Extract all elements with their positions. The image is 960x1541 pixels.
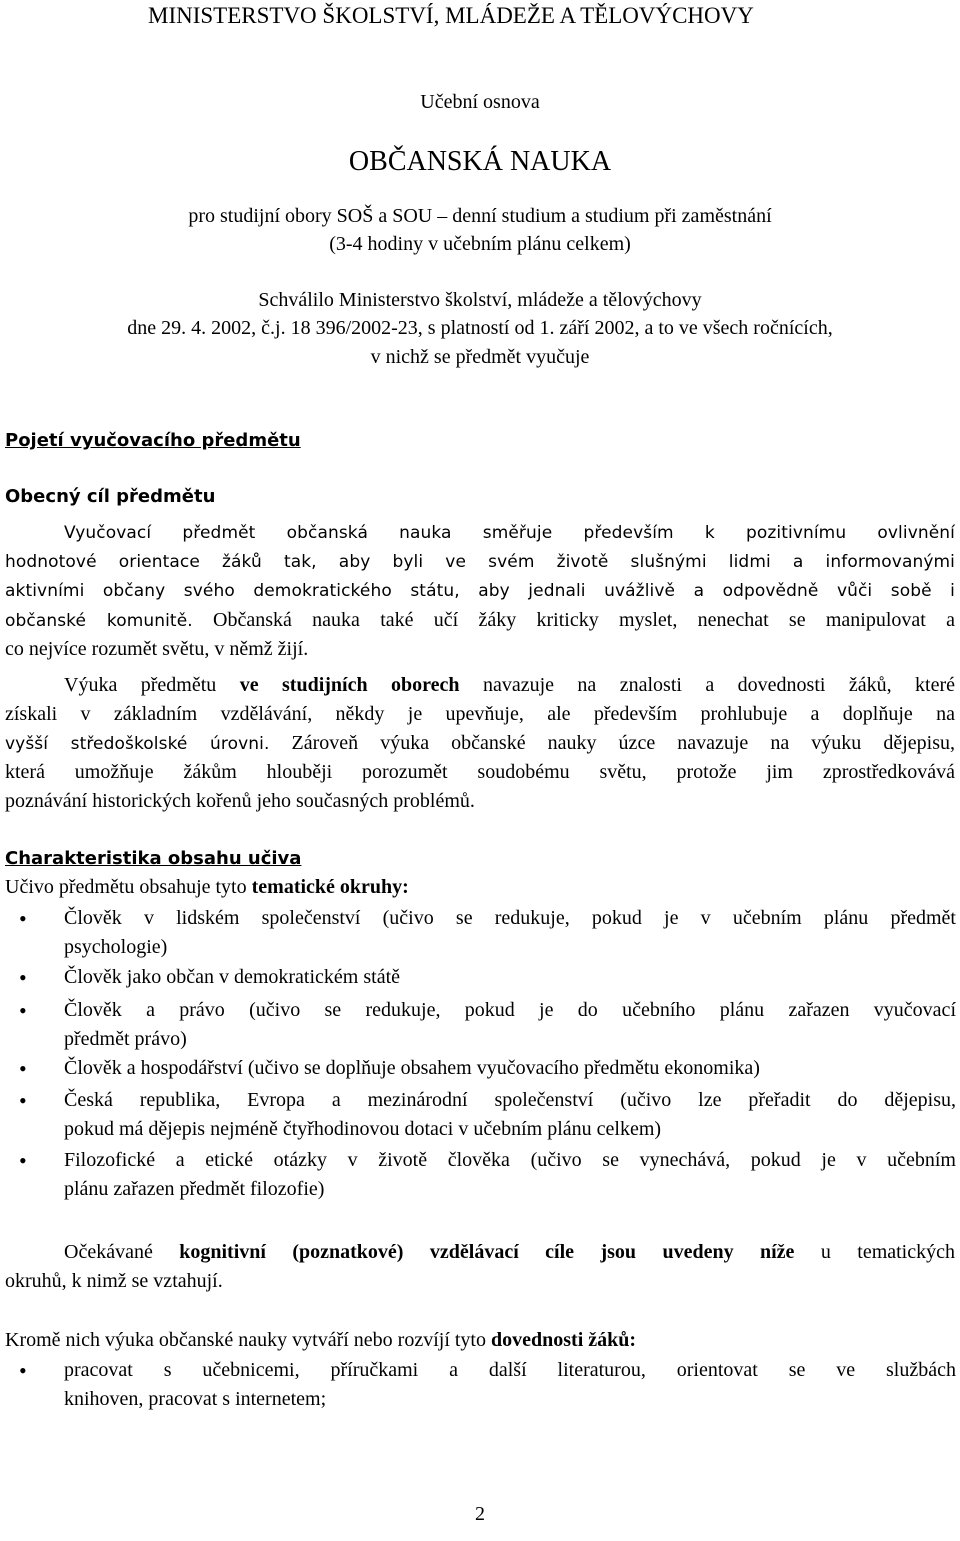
teaching-line-4: která umožňuje žákům hlouběji porozumět soudobému světu, protože jim zprostředkovává — [5, 761, 955, 783]
bullet-icon: • — [19, 906, 27, 931]
section-heading-concept: Pojetí vyučovacího předmětu — [5, 430, 301, 451]
goal-line-2: hodnotové orientace žáků tak, aby byli ve svém životě slušnými lidmi a informovanými — [5, 552, 955, 572]
document-title: OBČANSKÁ NAUKA — [348, 146, 612, 177]
bullet-icon: • — [19, 998, 27, 1023]
teaching-line-3: vyšší středoškolské úrovni. Zároveň výuka občanské nauky úzce navazuje na výuku dějepisu, — [5, 732, 955, 754]
approval-line-2: dne 29. 4. 2002, č.j. 18 396/2002-23, s platností od 1. září 2002, a to ve všech ročnících, — [127, 317, 833, 339]
cognitive-line-1: Očekávané kognitivní (poznatkové) vzdělávací cíle jsou uvedeny níže u tematických — [64, 1241, 955, 1263]
page-number: 2 — [475, 1503, 485, 1525]
goal-paragraph — [5, 519, 955, 664]
topic-item: Česká republika, Evropa a mezinárodní společenství (učivo lze přeřadit do dějepisu, pokud má dějepis nejméně čtyřhodinovou dotaci v učebním plánu celkem) — [64, 1089, 956, 1140]
document-subtitle: Učební osnova — [420, 91, 540, 113]
teaching-line-2: získali v základním vzdělávání, někdy je upevňuje, ale především prohlubuje a doplňuje na — [5, 703, 955, 725]
teaching-paragraph — [5, 671, 955, 816]
bullet-icon: • — [19, 1148, 27, 1173]
cognitive-line-2: okruhů, k nimž se vztahují. — [5, 1270, 223, 1292]
approval-line-3: v nichž se předmět vyučuje — [370, 346, 590, 368]
goal-line-3: aktivními občany svého demokratického státu, aby jednali uvážlivě a odpovědně vůči sobě i — [5, 581, 955, 601]
bullet-icon: • — [19, 1088, 27, 1113]
teaching-line-1: Výuka předmětu ve studijních oborech navazuje na znalosti a dovednosti žáků, které — [64, 674, 955, 696]
goal-heading: Obecný cíl předmětu — [5, 486, 216, 507]
teaching-line-5: poznávání historických kořenů jeho současných problémů. — [5, 790, 475, 812]
skills-intro: Kromě nich výuka občanské nauky vytváří nebo rozvíjí tyto dovednosti žáků: — [5, 1329, 637, 1351]
goal-line-4: občanské komunitě. Občanská nauka také učí žáky kriticky myslet, nenechat se manipulovat a — [5, 609, 955, 631]
cognitive-paragraph — [5, 1238, 955, 1296]
topic-item: Člověk v lidském společenství (učivo se redukuje, pokud je v učebním plánu předmět psychologie) — [64, 907, 956, 958]
ministry-heading: MINISTERSTVO ŠKOLSTVÍ, MLÁDEŽE A TĚLOVÝCHOVY — [148, 3, 754, 28]
approval-line-1: Schválilo Ministerstvo školství, mládeže a tělovýchovy — [258, 289, 702, 311]
scope-line-1: pro studijní obory SOŠ a SOU – denní studium a studium při zaměstnání — [188, 205, 772, 227]
skill-item: pracovat s učebnicemi, příručkami a další literaturou, orientovat se ve službách knihoven, pracovat s internetem; — [64, 1359, 956, 1410]
section-heading-content: Charakteristika obsahu učiva — [5, 848, 302, 869]
bullet-icon: • — [19, 965, 27, 990]
bullet-icon: • — [19, 1056, 27, 1081]
goal-line-1: Vyučovací předmět občanská nauka směřuje především k pozitivnímu ovlivnění — [64, 523, 955, 543]
goal-line-5: co nejvíce rozumět světu, v němž žijí. — [5, 638, 309, 660]
topic-item: Filozofické a etické otázky v životě člověka (učivo se vynechává, pokud je v učebním plánu zařazen předmět filozofie) — [64, 1149, 956, 1200]
topic-item: Člověk jako občan v demokratickém státě — [64, 966, 401, 988]
topic-item: Člověk a hospodářství (učivo se doplňuje obsahem vyučovacího předmětu ekonomika) — [64, 1057, 760, 1079]
bullet-icon: • — [19, 1358, 27, 1383]
topics-intro: Učivo předmětu obsahuje tyto tematické okruhy: — [5, 876, 409, 898]
scope-line-2: (3-4 hodiny v učebním plánu celkem) — [329, 233, 631, 255]
topic-item: Člověk a právo (učivo se redukuje, pokud je do učebního plánu zařazen vyučovací předmět právo) — [64, 999, 956, 1050]
